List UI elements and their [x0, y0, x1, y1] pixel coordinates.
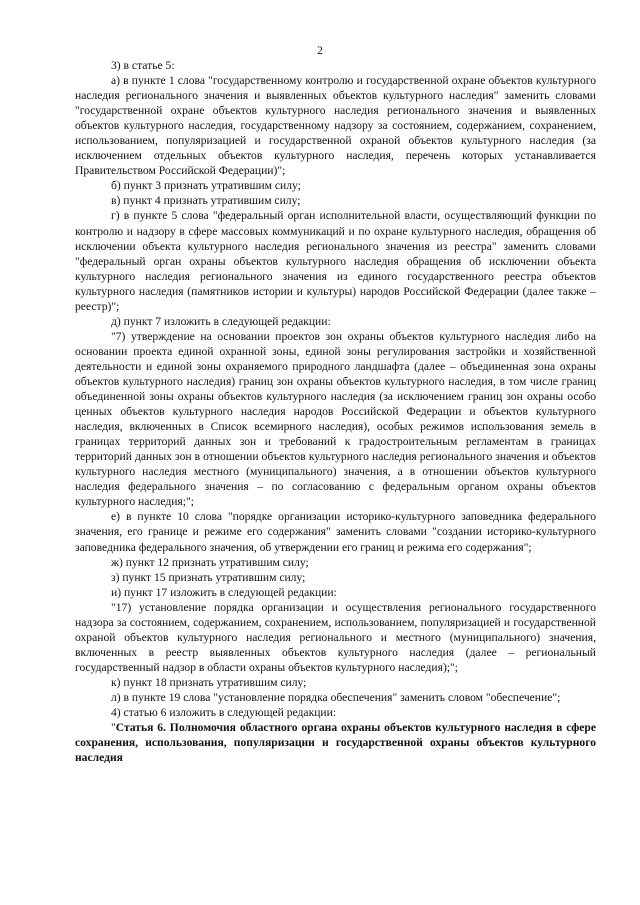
paragraph-5-1-g: г) в пункте 5 слова "федеральный орган исполнительной власти, осуществляющий функции по контролю и надзору в сфере массовых коммуникаций и по охране культурного наследия, обращения об исключении объекта культурного наследия регионального значения из реестра" заменить словами "федеральный орган охраны объектов культурного наследия обращения об исключении объекта культурного наследия регионального значения из единого государственного реестра объектов культурного наследия (памятников истории и культуры) народов Российской Федерации (далее также – реестр)"; [75, 209, 596, 313]
paragraph-point-17-text: "17) установление порядка организации и осуществления регионального государственного надзора за состоянием, содержанием, сохранением, использованием, популяризацией и государственной охраной объектов культурного наследия регионального и местного (муниципального) значения, включенных в реестр выявленных объектов культурного наследия (далее – региональный государственный надзор в области охраны объектов культурного наследия);"; [75, 600, 596, 674]
paragraph-5-1-z: з) пункт 15 признать утратившим силу; [111, 570, 306, 584]
page-number: 2 [317, 44, 323, 57]
paragraph-5-1-i: и) пункт 17 изложить в следующей редакции: [111, 585, 337, 599]
paragraph-5-1-l: л) в пункте 19 слова "установление порядка обеспечения" заменить словом "обеспечение"; [111, 690, 561, 704]
paragraph-5-1-a: а) в пункте 1 слова "государственному контролю и государственной охране объектов культурного наследия регионального значения и выявленных объектов культурного наследия" заменить словами "государственной охране объектов культурного наследия регионального значения и выявленных объектов культурного наследия, государственному надзору за состоянием, содержанием, сохранением, использованием, популяризацией и государственной охраной объектов культурного наследия (за исключением отдельных объектов культурного наследия, перечень которых устанавливается Правительством Российской Федерации)"; [75, 74, 596, 178]
paragraph-point-7-text: "7) утверждение на основании проектов зон охраны объектов культурного наследия либо на основании проекта единой охранной зоны, единой зоны регулирования застройки и хозяйственной деятельности и единой зоны охраняемого природного ландшафта (далее – объединенная зона охраны объектов культурного наследия) границ зон охраны объектов культурного наследия, в том числе границ объединенной зоны охраны объектов культурного наследия (за исключением границ зон охраны особо ценных объектов культурного наследия народов Российской Федерации и объектов культурного наследия, включенных в Список всемирного наследия), особых режимов использования земель в границах территорий данных зон и требований к градостроительным регламентам в границах территорий данных зон в отношении объектов культурного наследия регионального значения и объектов культурного наследия местного (муниципального) значения, а в отношении объектов культурного наследия федерального значения – по согласованию с федеральным органом охраны объектов культурного наследия;"; [75, 329, 596, 509]
paragraph-5-1-v: в) пункт 4 признать утратившим силу; [111, 194, 301, 208]
paragraph-5-1-d: д) пункт 7 изложить в следующей редакции: [111, 314, 331, 328]
paragraph-5-1-k: к) пункт 18 признать утратившим силу; [111, 675, 307, 689]
paragraph-item-3: 3) в статье 5: [111, 59, 175, 72]
paragraph-5-1-e: е) в пункте 10 слова "порядке организации историко-культурного заповедника федерального значения, его границе и режиме его содержания" заменить словами "создании историко-культурного заповедника федерального значения, об утверждении его границ и режима его содержания"; [75, 510, 596, 554]
article-heading-text: Статья 6. Полномочия областного органа охраны объектов культурного наследия в сфере сохранения, использования, популяризации и государственной охраны объектов культурного наследия [75, 721, 596, 765]
article-heading-quote: " [111, 721, 116, 735]
paragraph-5-1-zh: ж) пункт 12 признать утратившим силу; [111, 555, 309, 569]
document-body [75, 58, 596, 765]
paragraph-item-4: 4) статью 6 изложить в следующей редакции: [111, 706, 337, 720]
article-6-heading [75, 720, 596, 765]
paragraph-5-1-b: б) пункт 3 признать утратившим силу; [111, 179, 301, 193]
